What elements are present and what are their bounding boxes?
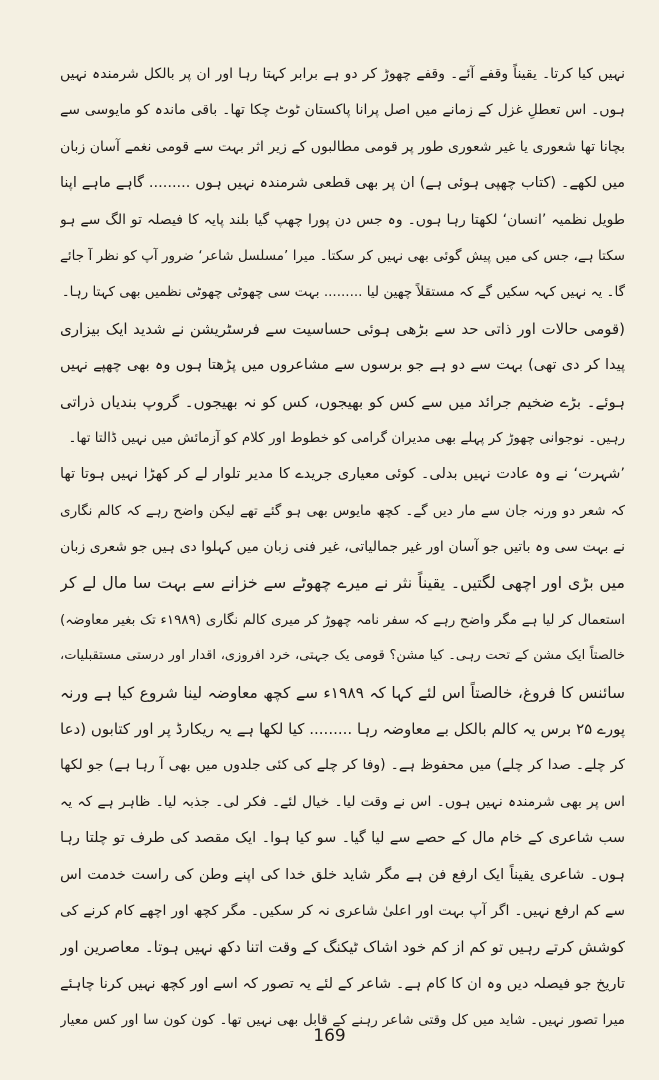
- text-line: طویل نظمیہ ’انسان‘ لکھتا رہا ہوں۔ وہ جس دن پورا چھپ گیا بلند پایہ کا فیصلہ تو الگ سے ہو: [60, 211, 625, 228]
- text-line: سائنس کا فروغ، خالصتاً اس لئے کہا کہ ۱۹۸۹ء سے کچھ معاوضہ لینا شروع کیا ہے ورنہ: [60, 683, 625, 702]
- text-line: کر چلے۔ صدا کر چلے) میں محفوظ ہے۔ (وفا کر چلے کی کئی جلدوں میں بھی آ رہا ہے) جو لکھا: [60, 757, 625, 774]
- page-number: 169: [313, 1026, 346, 1046]
- urdu-text-body: [60, 56, 625, 1039]
- text-line: ہوں۔ اس تعطلِ غزل کے زمانے میں اصل پرانا پاکستان ٹوٹ چکا تھا۔ باقی ماندہ کو مایوسی سے: [60, 102, 625, 119]
- text-line: گا۔ یہ نہیں کہہ سکیں گے کہ مستقلاً چھین لیا ......... بہت سی چھوٹی چھوٹی نظمیں بھی کہتا رہا۔: [61, 284, 625, 301]
- text-line: رہیں۔ نوجوانی چھوڑ کر پہلے بھی مدیران گرامی کو خطوط اور کلام کو آزمائش میں نہیں ڈالتا تھا۔: [68, 429, 625, 446]
- text-line: اس پر بھی شرمندہ نہیں ہوں۔ اس نے وقت لیا۔ خیال لئے۔ فکر لی۔ جذبہ لیا۔ ظاہر ہے کہ یہ: [60, 793, 625, 810]
- text-line: پیدا کر دی تھی) بہت سے دو ہے جو برسوں سے مشاعروں میں پڑھتا ہوں وہ بھی چھپے نہیں: [60, 357, 625, 374]
- text-line: سکتا ہے، جس کی میں پیش گوئی بھی نہیں کر سکتا۔ میرا ’مسلسل شاعر‘ ضرور آپ کو نظر آ جائے: [60, 247, 625, 264]
- text-line: کوشش کرتے رہیں تو کم از کم خود اشاک ٹیکنگ کے وقت اتنا دکھ نہیں ہوتا۔ معاصرین اور: [60, 938, 625, 957]
- text-line: پورے ۲۵ برس یہ کالم بالکل بے معاوضہ رہا ......... کیا لکھا ہے یہ ریکارڈ پر اور کتابوں (دعا: [60, 720, 625, 739]
- text-line: خالصتاً ایک مشن کے تحت رہی۔ کیا مشن؟ قومی یک جہتی، خرد افروزی، اقدار اور درستی مستقبلیات،: [60, 648, 625, 664]
- text-line: میں بڑی اور اچھی لگتیں۔ یقیناً نثر نے میرے چھوٹے سے خزانے سے بہت سا مال لے کر: [60, 573, 625, 593]
- text-line: نہیں کیا کرتا۔ یقیناً وقفے آئے۔ وقفے چھوڑ کر دو ہے برابر کہتا رہا اور ان پر بالکل شرمندہ نہیں: [60, 66, 625, 82]
- text-line: میرا تصور نہیں۔ شاید میں کل وقتی شاعر رہنے کے قابل بھی نہیں تھا۔ کون کون سا اور کس معیار: [60, 1012, 625, 1029]
- text-line: بچانا تھا شعوری یا غیر شعوری طور پر قومی مطالبوں کے زیر اثر بہت سے قومی نغمے آسان زبان: [60, 138, 625, 155]
- text-line: استعمال کر لیا ہے مگر واضح رہے کہ سفر نامہ چھوڑ کر میری کالم نگاری (۱۹۸۹ء تک بغیر معاوضہ): [60, 611, 625, 628]
- text-line: کہ شعر دو ورنہ جان سے مار دیں گے۔ کچھ مایوس بھی ہو گئے تھے لیکن واضح رہے کہ کالم نگاری: [60, 502, 625, 519]
- text-line: نے بہت سی وہ باتیں جو آسان اور غیر جمالیاتی، غیر فنی زبان میں کہلوا دی ہیں جو شعری زبان: [60, 539, 625, 556]
- text-line: سب شاعری کے خام مال کے حصے سے لیا گیا۔ سو کیا ہوا۔ ایک مقصد کی طرف تو چلتا رہا: [60, 830, 625, 847]
- text-line: تاریخ جو فیصلہ دیں وہ ان کا کام ہے۔ شاعر کے لئے یہ تصور کہ اسے اور کچھ نہیں کرنا چاہئے: [60, 975, 625, 992]
- text-line: سے کم ارفع نہیں۔ اگر آپ بہت اور اعلیٰ شاعری نہ کر سکیں۔ مگر کچھ اور اچھے کام کرنے کی: [60, 902, 625, 919]
- text-line: ہوں۔ شاعری یقیناً ایک ارفع فن ہے مگر شاید خلق خدا کی اپنے وطن کی راست خدمت اس: [60, 866, 625, 883]
- text-line: ’شہرت‘ نے وہ عادت نہیں بدلی۔ کوئی معیاری جریدے کا مدیر تلوار لے کر کھڑا نہیں ہوتا تھا: [60, 466, 625, 483]
- text-line: ہوئے۔ بڑے ضخیم جرائد میں سے کس کو بھیجوں، کس کو نہ بھیجوں۔ گروپ بندیاں ذراتی: [60, 392, 625, 411]
- text-line: میں لکھے۔ (کتاب چھپی ہوئی ہے) ان پر بھی قطعی شرمندہ نہیں ہوں ......... گاہے ماہے اپنا: [60, 175, 625, 192]
- text-line: (قومی حالات اور ذاتی حد سے بڑھی ہوئی حساسیت سے فرسٹریشن نے شدید ایک بیزاری: [60, 319, 625, 338]
